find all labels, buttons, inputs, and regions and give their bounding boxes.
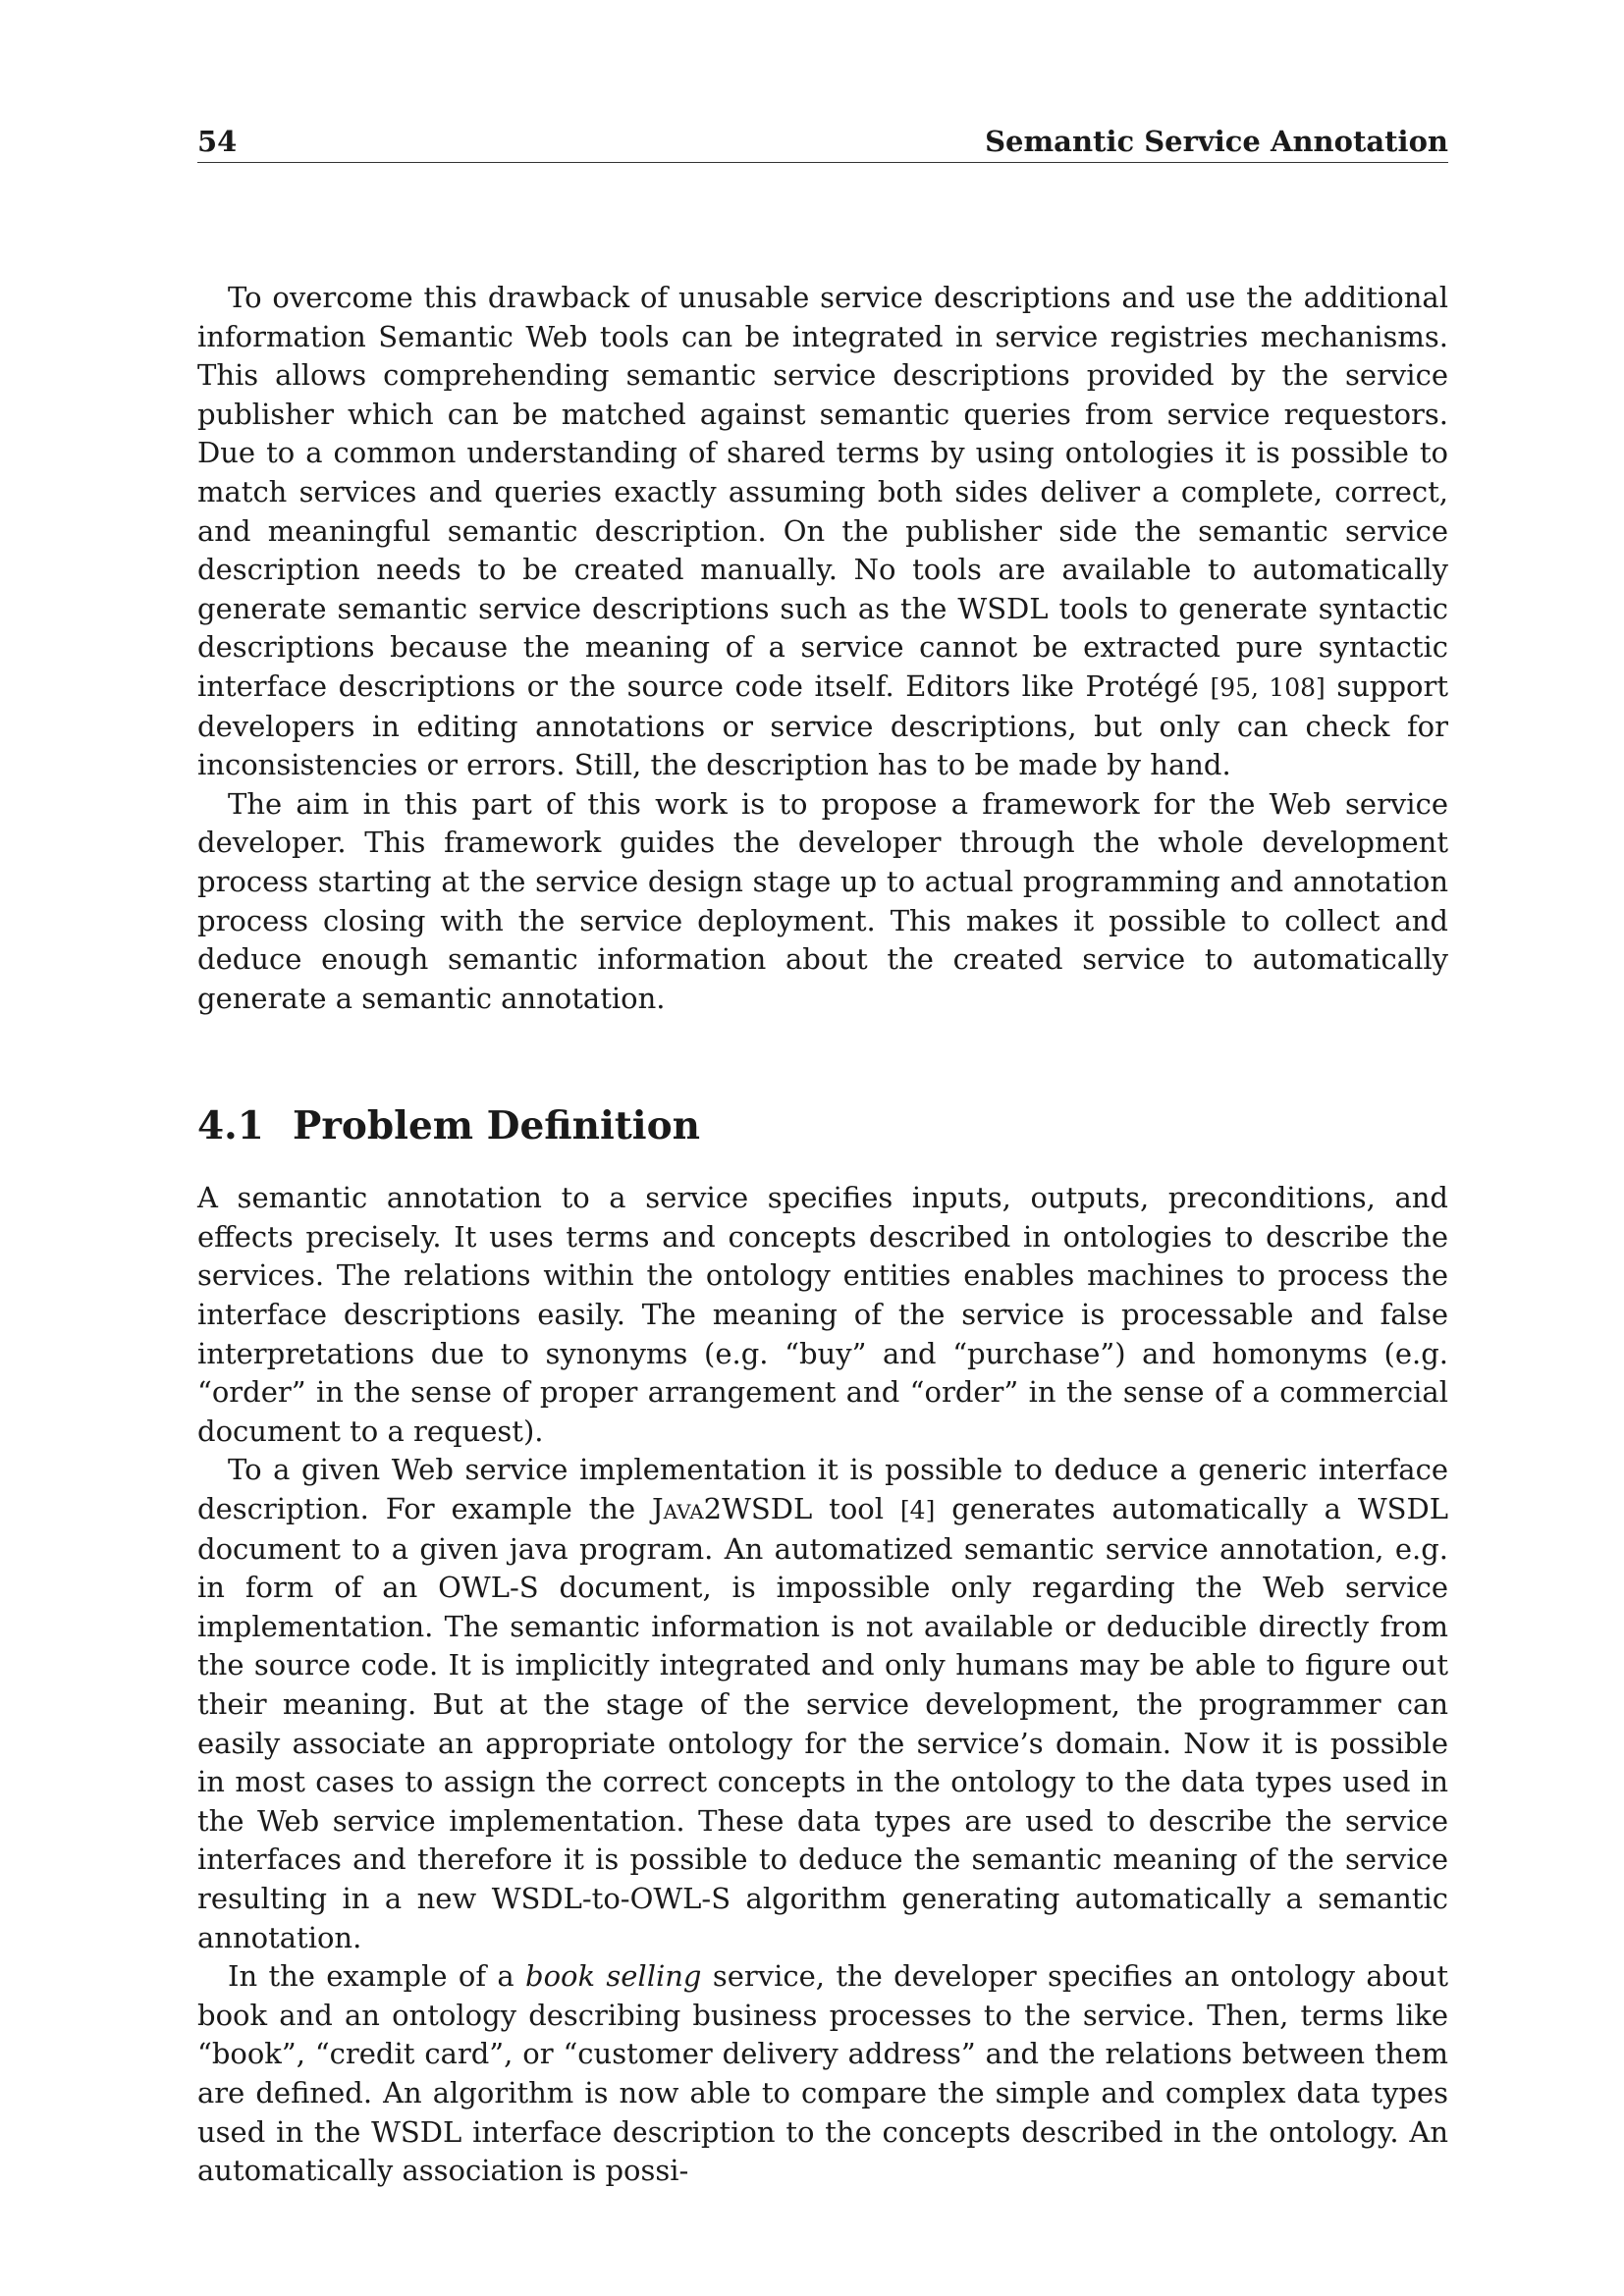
intro-paragraph-1-end: support developers in editing annotations or service descriptions, but only can check for inconsistencies or errors. Still, the description has to be made by hand. [197,668,1449,782]
section-heading [197,1018,1448,1179]
section-paragraph-3-start: In the example of a [228,1959,514,1994]
citation: [95, 108] [1210,672,1326,702]
section-paragraph-2 [197,1451,1448,1957]
running-title: Semantic Service Annotation [985,125,1448,158]
citation: [4] [899,1496,936,1525]
page-number: 54 [197,125,238,158]
section-paragraph-3 [197,1957,1448,2191]
tool-name: Java2WSDL [652,1492,813,1526]
tool-word: tool [829,1492,885,1526]
intro-paragraph-2: The aim in this part of this work is to propose a framework for the Web service developer. This framework guides the developer through the whole development process starting at the service design stage up to actual programming and annotation process closing with the service deployment. This makes it possible to collect and deduce enough semantic information about the created service to automatically generate a semantic annotation. [197,786,1448,1015]
section-paragraph-3-end: service, the developer specifies an ontology about book and an ontology describing business processes to the service. Then, terms like “book”, “credit card”, or “customer delivery address” and the relations between them are defined. An algorithm is now able to compare the simple and complex data types used in the WSDL interface description to the concepts described in the ontology. An automatically association is possi- [197,1959,1449,2188]
section-paragraph-2-start: To a given Web service implementation it is possible to deduce a generic interface description. For example the [197,1453,1448,1526]
section-paragraph-1: A semantic annotation to a service specifies inputs, outputs, preconditions, and effects precisely. It uses terms and concepts described in ontologies to describe the services. The relations within the ontology entities enables machines to process the interface descriptions easily. The meaning of the service is processable and false interpretations due to synonyms (e.g. “buy” and “purchase”) and homonyms (e.g. “order” in the sense of proper arrangement and “order” in the sense of a commercial document to a request). [197,1181,1448,1448]
intro-paragraph-1-text: To overcome this drawback of unusable service descriptions and use the additional information Semantic Web tools can be integrated in service registries mechanisms. This allows comprehending semantic service descriptions provided by the service publisher which can be matched against semantic queries from service requestors. Due to a common understanding of shared terms by using ontologies it is possible to match services and queries exactly assuming both sides deliver a complete, correct, and meaningful semantic description. On the publisher side the semantic service description needs to be created manually. No tools are available to automatically generate semantic service descriptions such as the WSDL tools to generate syntactic descriptions because the meaning of a service cannot be extracted pure syntactic interface descriptions or the source code itself. Editors like Protégé [197,281,1448,703]
emphasis-term: book selling [525,1959,702,1994]
intro-paragraph-1 [197,279,1448,785]
section-paragraph-2-end: generates automatically a WSDL document to a given java program. An automatized semantic service annotation, e.g. in form of an OWL-S document, is impossible only regarding the Web service implementation. The semantic information is not available or deducible directly from the source code. It is implicitly integrated and only humans may be able to figure out their meaning. But at the stage of the service development, the programmer can easily associate an appropriate ontology for the service’s domain. Now it is possible in most cases to assign the correct concepts in the ontology to the data types used in the Web service implementation. These data types are used to describe the service interfaces and therefore it is possible to deduce the semantic meaning of the service resulting in a new WSDL-to-OWL-S algorithm generating automatically a semantic annotation. [197,1492,1449,1954]
section-title: Problem Definition [293,1103,700,1149]
section-number: 4.1 [197,1103,264,1149]
page-body [197,279,1448,2191]
running-header [197,125,1448,163]
